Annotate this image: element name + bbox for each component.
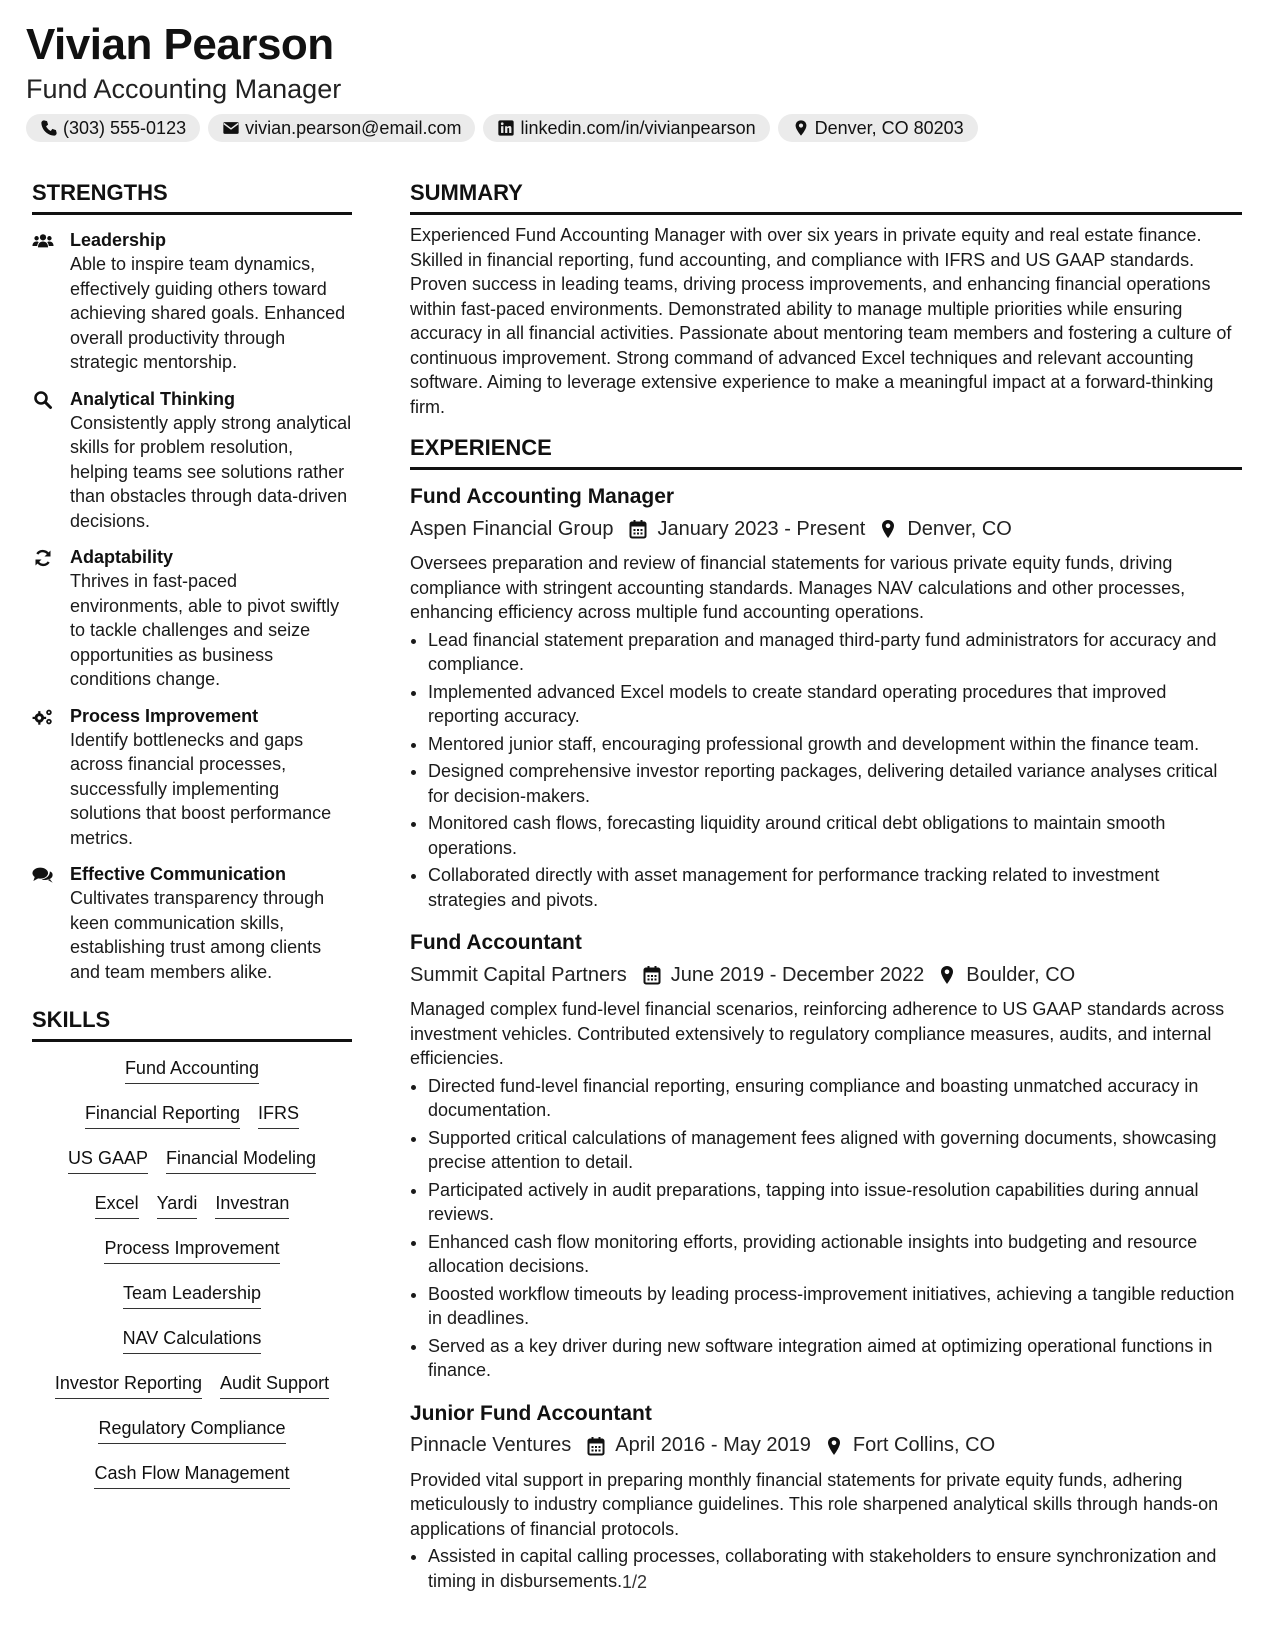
skill-tag: US GAAP	[68, 1146, 148, 1174]
job-bullet: • Served as a key driver during new software integration aimed at optimizing operational functions in finance.	[428, 1334, 1242, 1383]
job-bullet: • Supported critical calculations of management fees aligned with governing documents, showcasing precise attention to detail.	[428, 1126, 1242, 1175]
job-bullet: • Designed comprehensive investor reporting packages, delivering detailed variance analyses critical for decision-makers.	[428, 759, 1242, 808]
job-entry	[410, 930, 1242, 1383]
job-meta	[410, 1432, 1242, 1460]
job-bullet: • Assisted in capital calling processes, collaborating with stakeholders to ensure synchronization and timing in disbursements.	[428, 1544, 1242, 1593]
search-icon	[32, 390, 54, 410]
contact-email-text: vivian.pearson@email.com	[245, 117, 462, 138]
skill-row	[94, 1461, 289, 1506]
strengths-heading: STRENGTHS	[32, 180, 352, 215]
job-dates: April 2016 - May 2019	[615, 1434, 811, 1456]
job-entry	[410, 1401, 1242, 1594]
page-number: 1/2	[622, 1572, 648, 1592]
job-bullets	[410, 628, 1242, 913]
job-bullet: • Monitored cash flows, forecasting liquidity around critical debt obligations to maintain smooth operations.	[428, 811, 1242, 860]
candidate-title: Fund Accounting Manager	[26, 74, 342, 104]
envelope-icon	[222, 119, 240, 137]
map-pin-icon	[879, 519, 897, 539]
phone-icon	[40, 119, 58, 137]
skill-row	[98, 1416, 285, 1461]
strength-title: Adaptability	[70, 547, 174, 567]
left-column	[32, 180, 352, 1506]
cogs-icon	[32, 707, 54, 727]
contact-email[interactable]	[208, 114, 475, 142]
strength-desc: Able to inspire team dynamics, effectively guiding others toward achieving shared goals. Enhanced overall productivity through strategic mentorship.	[70, 254, 346, 372]
contact-linkedin-text: linkedin.com/in/vivianpearson	[520, 117, 756, 138]
linkedin-icon	[497, 119, 515, 137]
comments-icon	[32, 865, 54, 885]
job-location: Denver, CO	[907, 517, 1012, 540]
job-entry	[410, 484, 1242, 912]
calendar-icon	[629, 519, 647, 539]
job-company: Aspen Financial Group	[410, 517, 614, 540]
job-bullet: • Lead financial statement preparation and managed third-party fund administrators for accuracy and compliance.	[428, 628, 1242, 677]
skill-row	[68, 1146, 316, 1191]
job-bullets	[410, 1544, 1242, 1593]
job-bullet: • Collaborated directly with asset management for performance tracking related to investment strategies and pivots.	[428, 863, 1242, 912]
skill-row	[123, 1326, 262, 1371]
skill-tag: Team Leadership	[123, 1281, 261, 1309]
job-meta	[410, 961, 1242, 989]
contact-bar	[26, 114, 978, 142]
strength-title: Process Improvement	[70, 705, 259, 726]
skills-heading: SKILLS	[32, 1007, 352, 1042]
job-bullet: • Enhanced cash flow monitoring efforts, providing actionable insights into budgeting and resource allocation decisions.	[428, 1230, 1242, 1279]
contact-phone-text: (303) 555-0123	[63, 117, 187, 138]
skill-tag: Fund Accounting	[125, 1056, 259, 1084]
map-pin-icon	[938, 965, 956, 985]
job-location: Fort Collins, CO	[852, 1434, 996, 1456]
job-bullet: • Boosted workflow timeouts by leading process-improvement initiatives, achieving a tangible reduction in deadlines.	[428, 1282, 1242, 1331]
calendar-icon	[587, 1436, 605, 1456]
job-location: Boulder, CO	[966, 963, 1076, 986]
contact-phone[interactable]	[26, 114, 200, 142]
skill-row	[104, 1236, 279, 1281]
strength-desc: Identify bottlenecks and gaps across financial processes, successfully implementing solutions that boost performance metrics.	[70, 729, 332, 848]
experience-list	[410, 484, 1242, 1593]
job-bullet: • Participated actively in audit preparations, tapping into issue-resolution capabilities during annual reviews.	[428, 1178, 1242, 1227]
contact-linkedin[interactable]	[483, 114, 769, 142]
job-bullets	[410, 1074, 1242, 1383]
job-title: Fund Accounting Manager	[410, 485, 675, 508]
job-description: Oversees preparation and review of financial statements for various private equity funds, driving compliance with stringent accounting standards. Manages NAV calculations and other processes, enhancing efficiency across multiple fund accounting operations.	[410, 553, 1186, 622]
skill-tag: Financial Modeling	[166, 1146, 316, 1174]
skill-row	[55, 1371, 329, 1416]
strength-title: Analytical Thinking	[70, 388, 236, 409]
skill-row	[125, 1056, 259, 1101]
skill-tag: Process Improvement	[104, 1236, 279, 1264]
skill-tag: Investran	[215, 1191, 289, 1219]
right-column	[410, 180, 1242, 1593]
sync-icon	[32, 548, 54, 568]
job-bullet: • Implemented advanced Excel models to create standard operating procedures that improved reporting accuracy.	[428, 680, 1242, 729]
contact-location	[778, 114, 978, 142]
strength-title: Leadership	[70, 230, 167, 250]
strengths-list	[32, 228, 352, 984]
job-bullet: • Directed fund-level financial reporting, ensuring compliance and boasting unmatched accuracy in documentation.	[428, 1074, 1242, 1123]
strength-item	[32, 387, 352, 534]
skill-tag: NAV Calculations	[123, 1326, 262, 1354]
strength-desc: Cultivates transparency through keen communication skills, establishing trust among clients and team members alike.	[70, 888, 325, 982]
skill-tag: Yardi	[157, 1191, 198, 1219]
job-company: Summit Capital Partners	[410, 963, 627, 986]
skill-tag: Regulatory Compliance	[98, 1416, 285, 1444]
job-title: Junior Fund Accountant	[410, 1401, 652, 1425]
users-icon	[32, 231, 54, 251]
strength-item	[32, 545, 352, 692]
skill-tag: IFRS	[258, 1101, 299, 1129]
skill-row	[85, 1101, 299, 1146]
strength-item	[32, 862, 352, 984]
skill-tag: Excel	[95, 1191, 139, 1219]
summary-text: Experienced Fund Accounting Manager with over six years in private equity and real estate finance. Skilled in financial reporting, fund accounting, and compliance with IFRS and US GAAP standards. Proven success in leading teams, driving process improvements, and enhancing financial operations within fast-paced environments. Demonstrated ability to manage multiple priorities while ensuring accuracy in all financial activities. Passionate about mentoring team members and fostering a culture of continuous improvement. Strong command of advanced Excel techniques and relevant accounting software. Aiming to leverage extensive experience to make a meaningful impact at a forward-thinking firm.	[410, 225, 1232, 417]
skills-list	[32, 1056, 352, 1506]
skill-tag: Investor Reporting	[55, 1371, 202, 1399]
strength-title: Effective Communication	[70, 864, 287, 884]
job-meta	[410, 515, 1242, 543]
job-dates: June 2019 - December 2022	[670, 963, 925, 986]
job-description: Managed complex fund-level financial scenarios, reinforcing adherence to US GAAP standards across investment vehicles. Contributed extensively to regulatory compliance measures, audits, and internal efficiencies.	[410, 999, 1225, 1068]
summary-heading: SUMMARY	[410, 180, 1242, 215]
map-pin-icon	[825, 1436, 843, 1456]
skill-tag: Cash Flow Management	[94, 1461, 289, 1489]
calendar-icon	[643, 965, 661, 985]
job-dates: January 2023 - Present	[657, 517, 866, 540]
map-pin-icon	[792, 119, 810, 137]
strength-item	[32, 704, 352, 851]
job-bullet: • Mentored junior staff, encouraging professional growth and development within the finance team.	[428, 732, 1242, 757]
skill-row	[95, 1191, 290, 1236]
job-company: Pinnacle Ventures	[410, 1434, 572, 1456]
strength-desc: Thrives in fast-paced environments, able to pivot swiftly to tackle challenges and seize opportunities as business conditions change.	[70, 571, 340, 689]
experience-heading: EXPERIENCE	[410, 435, 1242, 470]
job-description: Provided vital support in preparing monthly financial statements for private equity funds, adhering meticulously to industry compliance guidelines. This role sharpened analytical skills through hands-on applications of financial protocols.	[410, 1469, 1219, 1539]
strength-item	[32, 228, 352, 375]
contact-location-text: Denver, CO 80203	[814, 117, 964, 138]
skill-tag: Audit Support	[220, 1371, 329, 1399]
candidate-name: Vivian Pearson	[26, 20, 334, 69]
skill-row	[123, 1281, 261, 1326]
strength-desc: Consistently apply strong analytical skills for problem resolution, helping teams see solutions rather than obstacles through data-driven decisions.	[70, 412, 352, 531]
job-title: Fund Accountant	[410, 931, 582, 954]
skill-tag: Financial Reporting	[85, 1101, 240, 1129]
